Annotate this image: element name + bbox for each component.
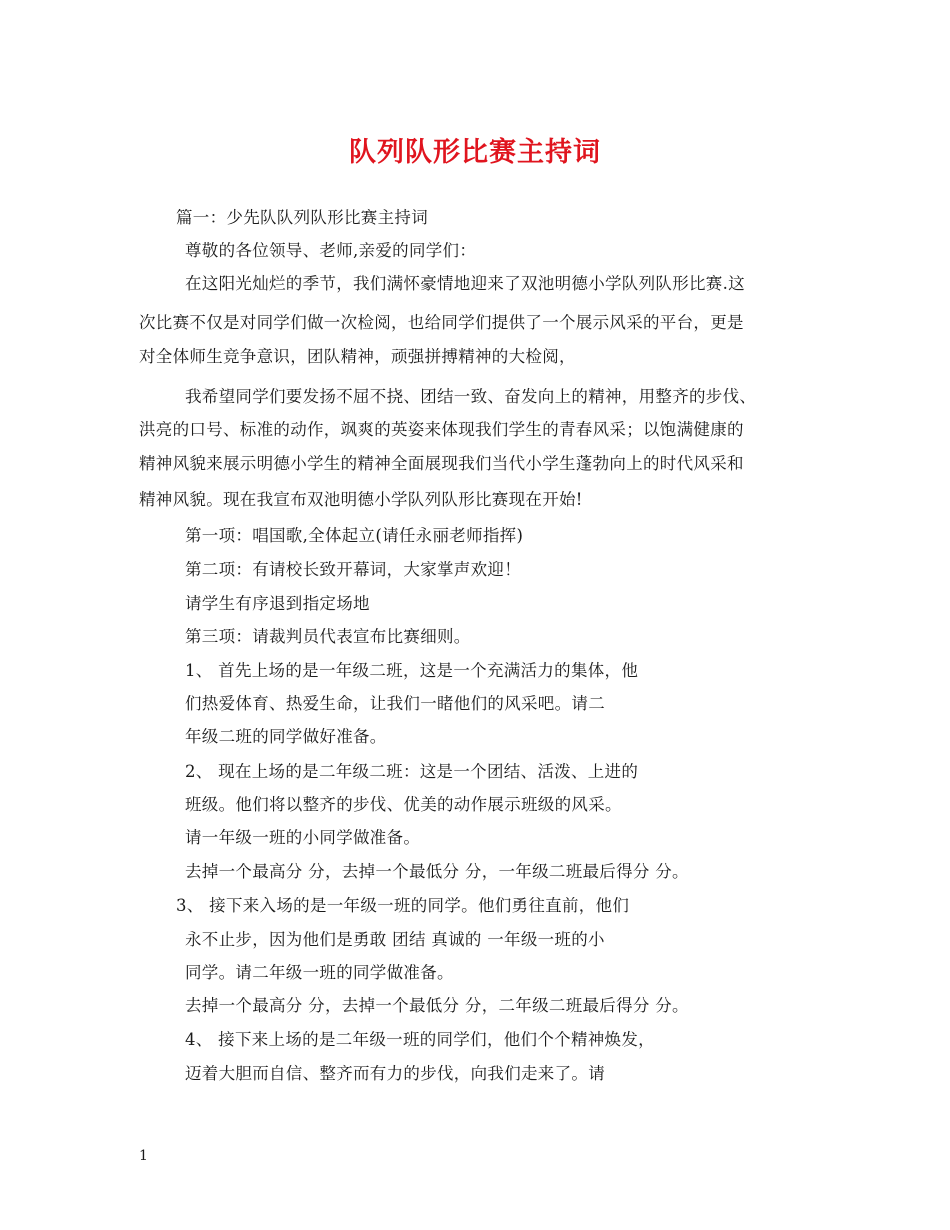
text-line: 请学生有序退到指定场地: [185, 594, 370, 613]
text-line: 永不止步，因为他们是勇敢 团结 真诚的 一年级一班的小: [185, 930, 605, 949]
text-line: 迈着大胆而自信、整齐而有力的步伐，向我们走来了。请: [185, 1064, 605, 1083]
text-line: 尊敬的各位领导、老师,亲爱的同学们：: [185, 241, 477, 260]
text-line: 去掉一个最高分 分，去掉一个最低分 分，一年级二班最后得分 分。: [185, 862, 689, 881]
text-line: 在这阳光灿烂的季节，我们满怀豪情地迎来了双池明德小学队列队形比赛.这: [185, 274, 745, 293]
text-line: 次比赛不仅是对同学们做一次检阅，也给同学们提供了一个展示风采的平台，更是: [139, 313, 744, 332]
text-line: 对全体师生竞争意识，团队精神，顽强拼搏精神的大检阅，: [139, 347, 576, 366]
text-line: 2、 现在上场的是二年级二班：这是一个团结、活泼、上进的: [185, 762, 639, 781]
text-line: 去掉一个最高分 分，去掉一个最低分 分，二年级二班最后得分 分。: [185, 996, 689, 1015]
text-line: 精神风貌。现在我宣布双池明德小学队列队形比赛现在开始!: [139, 490, 583, 509]
text-line: 1、 首先上场的是一年级二班，这是一个充满活力的集体，他: [185, 661, 639, 680]
text-line: 第二项：有请校长致开幕词，大家掌声欢迎！: [185, 560, 521, 579]
text-line: 同学。请二年级一班的同学做准备。: [185, 963, 454, 982]
text-line: 精神风貌来展示明德小学生的精神全面展现我们当代小学生蓬勃向上的时代风采和: [139, 454, 744, 473]
document-title: 队列队形比赛主持词: [349, 137, 601, 168]
text-line: 4、 接下来上场的是二年级一班的同学们，他们个个精神焕发，: [185, 1030, 655, 1049]
text-line: 请一年级一班的小同学做准备。: [185, 828, 421, 847]
text-line: 3、 接下来入场的是一年级一班的同学。他们勇往直前，他们: [176, 896, 630, 915]
text-line: 第三项：请裁判员代表宣布比赛细则。: [185, 627, 471, 646]
text-line: 第一项：唱国歌,全体起立(请任永丽老师指挥): [185, 526, 524, 545]
text-line: 我希望同学们要发扬不屈不挠、团结一致、奋发向上的精神，用整齐的步伐、: [185, 387, 757, 406]
text-line: 年级二班的同学做好准备。: [185, 727, 387, 746]
page-number: 1: [139, 1148, 148, 1164]
text-line: 洪亮的口号、标准的动作，飒爽的英姿来体现我们学生的青春风采；以饱满健康的: [139, 420, 744, 439]
text-line: 班级。他们将以整齐的步伐、优美的动作展示班级的风采。: [185, 795, 622, 814]
text-line: 篇一：少先队队列队形比赛主持词: [176, 208, 428, 227]
text-line: 们热爱体育、热爱生命，让我们一睹他们的风采吧。请二: [185, 694, 605, 713]
